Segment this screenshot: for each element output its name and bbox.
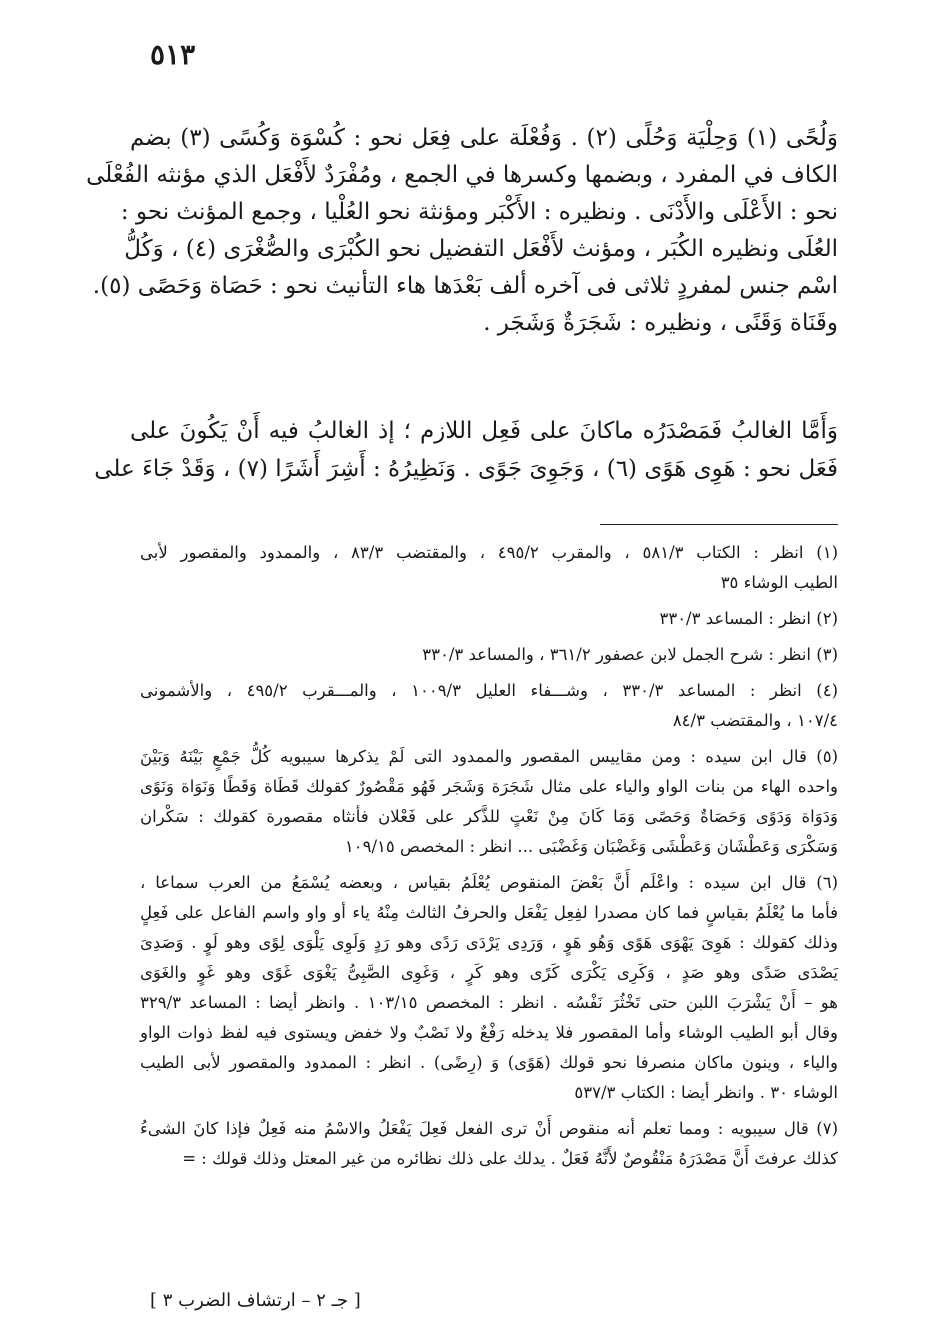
- footnote-line: فأما ما يُعْلَمُ بقياسٍ فما كان مصدرا لفِعِل يَفْعَل والحرفُ الثالث مِنْهُ ياء أو واو واسم الفاعل على فَعِلٍ: [140, 903, 838, 922]
- main-text-line: اسْم جنس لمفردٍ ثلاثى فى آخره ألف بَعْدَها هاء التأنيث نحو : حَصَاة وَحَصًى (٥).: [92, 273, 838, 299]
- footnote-line: ١٠٧/٤ ، والمقتضب ٨٤/٣: [672, 711, 838, 730]
- footnote-line: (٥) قال ابن سيده : ومن مقاييس المقصور والممدود التى لَمْ يذكرها سيبويه كُلُّ جَمْعٍ بَيْنَهُ وَبَيْنَ: [140, 747, 838, 766]
- footnotes: [140, 538, 838, 1180]
- page-number: ٥١٣: [150, 38, 196, 71]
- footnote-line: وَدَوَاة وَدَوًى وَحَصَاةٌ وَحَصًى وَمَا كَانَ مِنْ نَعْتٍ للذَّكر على فَعْلان فأنثاه مقصورة كقولك : سَكْران: [140, 807, 838, 826]
- footnote-line: (١) انظر : الكتاب ٥٨١/٣ ، والمقرب ٤٩٥/٢ ، والمقتضب ٨٣/٣ ، والممدود والمقصور لأبى: [140, 543, 838, 562]
- footnote-line: وَسَكْرَى وَعَطْشَان وَعَطْشَى وَغَضْبَان وَغَضْبَى ... انظر : المخصص ١٠٩/١٥: [344, 837, 838, 856]
- footnote-line: (٣) انظر : شرح الجمل لابن عصفور ٣٦١/٢ ، والمساعد ٣٣٠/٣: [422, 645, 838, 664]
- footnote-line: يَصْدَى صَدًى وهو صَدٍ ، وَكَرِى يَكْرَى كَرًى وهو كَرٍ ، وَغَوِى الصَّبِىُّ يَغْوَى غَوًى وهو غَوٍ والغَوَى: [140, 963, 838, 982]
- footnote-line: واحده الهاء من بنات الواو والياء على مثال شَجَرَة وَشَجَر فَهُو مَقْصُورٌ كقولك قَطَاة وَقَطًا وَنَوَاة وَنَوًى: [140, 777, 838, 796]
- footnote-line: وذلك كقولك : هَوِىَ يَهْوَى هَوًى وَهُو هَوٍ ، وَرَدِى يَرْدَى رَدًى وهو رَدٍ وَلَوِى يَلْوَى لِوًى وهو لَوٍ . وَصَدِىَ: [140, 933, 838, 952]
- paragraph-line: فَعَل نحو : هَوِى هَوًى (٦) ، وَجَوِىَ جَوًى . وَنَظِيرُهُ : أَشِرَ أَشَرًا (٧) ، وَقَدْ جَاءَ على: [94, 456, 838, 482]
- main-text-line: الكاف في المفرد ، وبضمها وكسرها في الجمع ، ومُفْرَدٌ لأَفْعَل الذي مؤنثه الفُعْلَى: [86, 162, 838, 188]
- footnote-line: هو – أَنْ يَشْرَبَ اللبن حتى تَخْثُرَ نَفْسُه . انظر : المخصص ١٠٣/١٥ . وانظر أيضا : المساعد ٣٢٩/٣: [140, 993, 838, 1012]
- footnote-1: [140, 538, 838, 598]
- main-text-line: وَلُحًى (١) وَحِلْيَة وَحُلًى (٢) . وَفُعْلَة على فِعَل نحو : كُسْوَة وَكُسًى (٣) بضم: [130, 125, 838, 151]
- footnote-3: [140, 640, 838, 670]
- footnote-line: وقال أبو الطيب الوشاء وأما المقصور فلا يدخله رَفْعٌ ولا نَصْبٌ ولا خفض ويستوى فيه لفظ ذوات الواو: [140, 1023, 838, 1042]
- signature-footer: [ جـ ٢ – ارتشاف الضرب ٣ ]: [150, 1290, 361, 1311]
- main-text-line: العُلَى ونظيره الكُبَر ، ومؤنث لأَفْعَل التفضيل نحو الكُبْرَى والصُّغْرَى (٤) ، وَكُلُّ: [124, 236, 838, 262]
- footnote-line: (٦) قال ابن سيده : واعْلَم أَنَّ بَعْضَ المنقوص يُعْلَمُ بقياس ، وبعضه يُسْمَعُ من العرب سماعا ،: [140, 873, 838, 892]
- footnote-separator: [600, 524, 838, 525]
- main-text-line: نحو : الأَعْلَى والأَدْنَى . ونظيره : الأَكْبَر ومؤنثة نحو العُلْيا ، وجمع المؤنث نحو :: [120, 199, 838, 225]
- paragraph-line: وَأَمَّا الغالبُ فَمَصْدَرُه ماكانَ على فَعِل اللازم ؛ إذ الغالبُ فيه أَنْ يَكُونَ على: [130, 418, 838, 444]
- footnote-6: [140, 868, 838, 1108]
- footnote-7: [140, 1114, 838, 1174]
- footnote-line: كذلك عرفتَ أَنَّ مَصْدَرَهُ مَنْقُوصٌ لأَنَّهُ فَعَلٌ . يدلك على ذلك نظائره من غير المعتل وذلك قولك : =: [182, 1149, 838, 1168]
- footnote-5: [140, 742, 838, 862]
- footnote-line: والياء ، وينون ماكان منصرفا نحو قولك (هَوًى) وَ (رِضًى) . انظر : الممدود والمقصور لأبى الطيب: [140, 1053, 838, 1072]
- footnote-line: الطيب الوشاء ٣٥: [720, 573, 838, 592]
- main-paragraph-2: [94, 412, 838, 488]
- footnote-line: (٧) قال سيبويه : ومما تعلم أنه منقوص أَنْ ترى الفعل فَعِلَ يَفْعَلُ والاسْمُ منه فَعِلٌ فإذا كانَ الشىءُ: [140, 1119, 838, 1138]
- footnote-line: الوشاء ٣٠ . وانظر أيضا : الكتاب ٥٣٧/٣: [574, 1083, 838, 1102]
- footnote-line: (٢) انظر : المساعد ٣٣٠/٣: [659, 609, 838, 628]
- footnote-line: (٤) انظر : المساعد ٣٣٠/٣ ، وشـــفاء العليل ١٠٠٩/٣ ، والمـــقرب ٤٩٥/٢ ، والأشمونى: [140, 681, 839, 700]
- footnote-2: [140, 604, 838, 634]
- main-text: [86, 120, 838, 342]
- main-text-line: وقَنَاة وَقَنًى ، ونظيره : شَجَرَةٌ وَشَجَر .: [483, 310, 838, 336]
- footnote-4: [140, 676, 838, 736]
